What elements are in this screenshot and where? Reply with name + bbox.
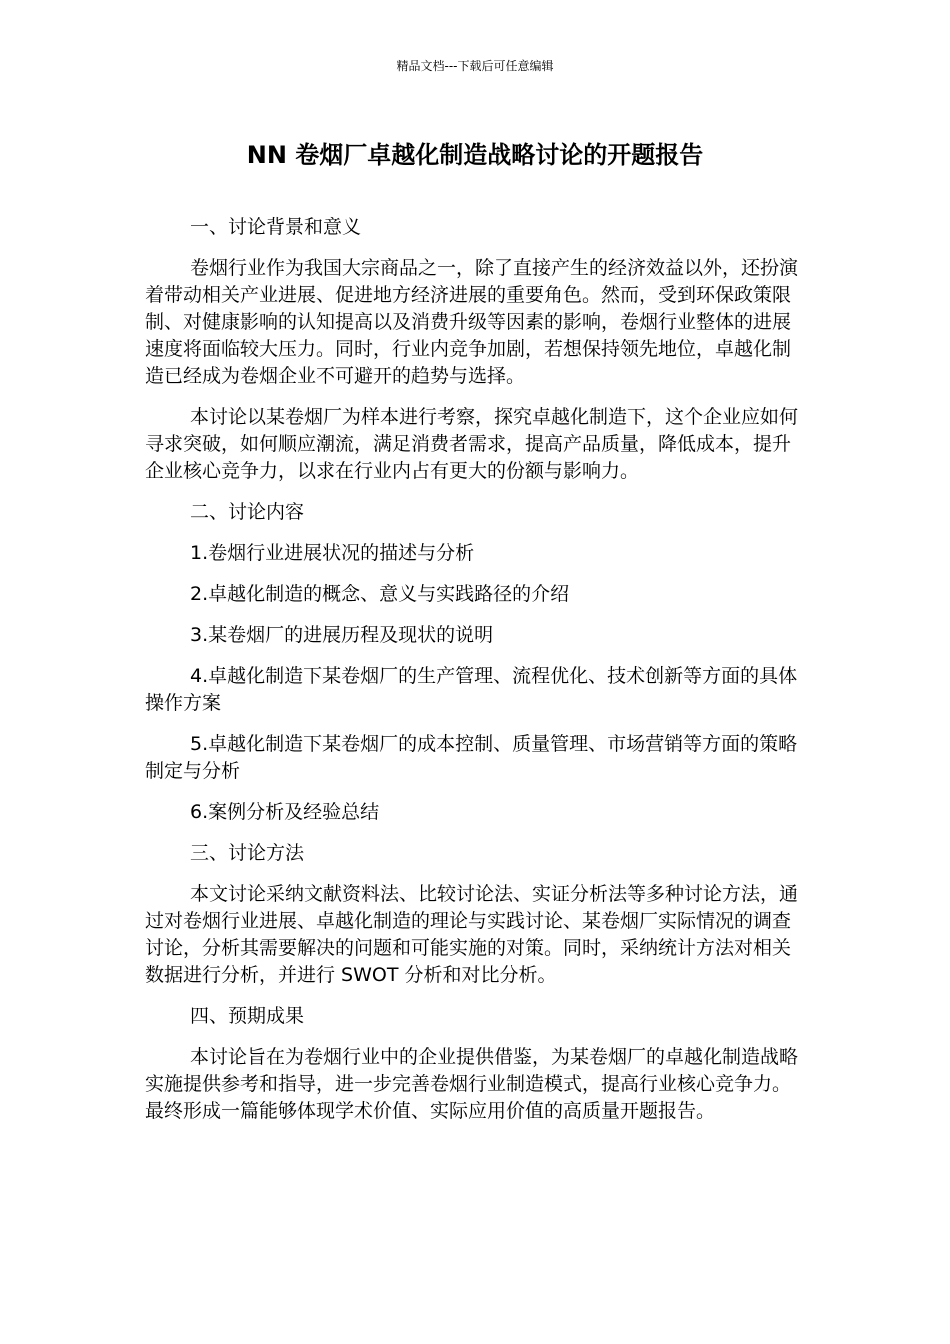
content-item-1: 1.卷烟行业进展状况的描述与分析: [190, 542, 475, 564]
paragraph-method: 本文讨论采纳文献资料法、比较讨论法、实证分析法等多种讨论方法，通过对卷烟行业进展、卓越化制造的理论与实践讨论、某卷烟厂实际情况的调查讨论，分析其需要解决的问题和可能实施的对策。同时，采纳统计方法对相关数据进行分析，并进行 SWOT 分析和对比分析。: [145, 883, 799, 986]
content-item-5: 5.卓越化制造下某卷烟厂的成本控制、质量管理、市场营销等方面的策略制定与分析: [145, 733, 798, 782]
section-heading-results: 四、预期成果: [190, 1005, 305, 1027]
document-title: NN 卷烟厂卓越化制造战略讨论的开题报告: [246, 141, 704, 169]
section-heading-method: 三、讨论方法: [190, 842, 305, 864]
document-body: [145, 214, 803, 1139]
paragraph-results: 本讨论旨在为卷烟行业中的企业提供借鉴，为某卷烟厂的卓越化制造战略实施提供参考和指导，进一步完善卷烟行业制造模式，提高行业核心竞争力。最终形成一篇能够体现学术价值、实际应用价值的高质量开题报告。: [145, 1046, 799, 1122]
section-heading-content: 二、讨论内容: [190, 501, 305, 523]
paragraph-background-1: 卷烟行业作为我国大宗商品之一，除了直接产生的经济效益以外，还扮演着带动相关产业进展、促进地方经济进展的重要角色。然而，受到环保政策限制、对健康影响的认知提高以及消费升级等因素的影响，卷烟行业整体的进展速度将面临较大压力。同时，行业内竞争加剧，若想保持领先地位，卓越化制造已经成为卷烟企业不可避开的趋势与选择。: [145, 257, 799, 387]
content-item-3: 3.某卷烟厂的进展历程及现状的说明: [190, 624, 494, 646]
content-item-2: 2.卓越化制造的概念、意义与实践路径的介绍: [190, 583, 570, 605]
paragraph-background-2: 本讨论以某卷烟厂为样本进行考察，探究卓越化制造下，这个企业应如何寻求突破，如何顺应潮流，满足消费者需求，提高产品质量，降低成本，提升企业核心竞争力，以求在行业内占有更大的份额与影响力。: [145, 406, 799, 482]
content-item-6: 6.案例分析及经验总结: [190, 801, 380, 823]
content-item-4: 4.卓越化制造下某卷烟厂的生产管理、流程优化、技术创新等方面的具体操作方案: [145, 665, 798, 714]
header-note: 精品文档---下载后可任意编辑: [396, 59, 554, 73]
section-heading-background: 一、讨论背景和意义: [190, 216, 362, 238]
